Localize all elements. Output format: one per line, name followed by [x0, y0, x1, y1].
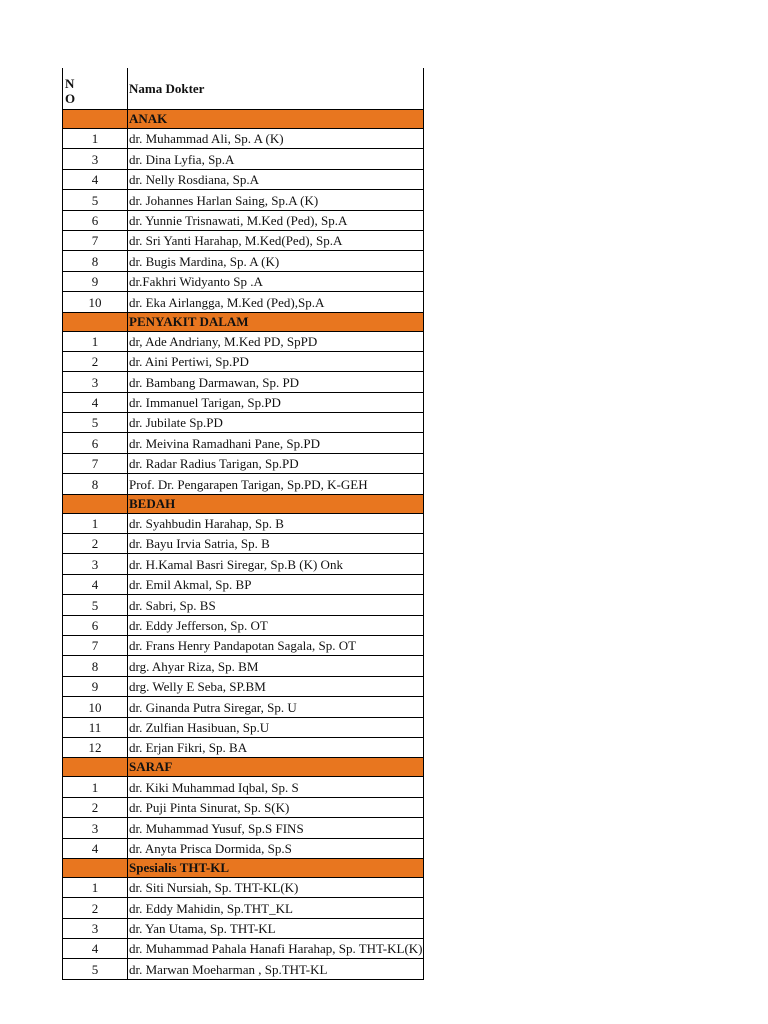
section-header-row — [63, 494, 424, 513]
table-row — [63, 149, 424, 169]
doctor-name: dr. Bambang Darmawan, Sp. PD — [129, 374, 300, 390]
row-number: 8 — [63, 656, 128, 676]
doctor-name: dr. Yunnie Trisnawati, M.Ked (Ped), Sp.A — [129, 212, 348, 228]
row-number: 4 — [63, 574, 128, 594]
doctor-name-cell — [128, 251, 424, 271]
doctor-name: dr. Frans Henry Pandapotan Sagala, Sp. OT — [129, 638, 357, 654]
doctor-name-cell — [128, 615, 424, 635]
section-header-spacer — [63, 858, 128, 877]
row-number: 4 — [63, 169, 128, 189]
table-row — [63, 251, 424, 271]
section-header-row — [63, 110, 424, 129]
table-row — [63, 717, 424, 737]
doctor-name-cell — [128, 939, 424, 959]
doctor-name-cell — [128, 271, 424, 291]
row-number: 3 — [63, 554, 128, 574]
doctor-name-cell — [128, 169, 424, 189]
table-row — [63, 292, 424, 312]
table-row — [63, 939, 424, 959]
row-number: 3 — [63, 149, 128, 169]
row-number: 2 — [63, 351, 128, 371]
table-row — [63, 697, 424, 717]
doctor-name-cell — [128, 676, 424, 696]
doctor-name: dr.Fakhri Widyanto Sp .A — [129, 274, 263, 290]
doctor-table-sheet — [62, 68, 424, 980]
doctor-name: dr. Immanuel Tarigan, Sp.PD — [129, 395, 281, 411]
doctor-name-cell — [128, 513, 424, 533]
table-row — [63, 615, 424, 635]
doctor-name: dr. H.Kamal Basri Siregar, Sp.B (K) Onk — [129, 556, 343, 572]
doctor-name-cell — [128, 331, 424, 351]
row-number: 10 — [63, 292, 128, 312]
doctor-name: dr, Ade Andriany, M.Ked PD, SpPD — [129, 333, 318, 349]
doctor-name: dr. Sri Yanti Harahap, M.Ked(Ped), Sp.A — [129, 233, 343, 249]
table-row — [63, 818, 424, 838]
table-header-row — [63, 68, 424, 110]
row-number: 1 — [63, 513, 128, 533]
table-row — [63, 838, 424, 858]
doctor-table-body — [63, 68, 424, 979]
doctor-name: dr. Emil Akmal, Sp. BP — [129, 577, 252, 593]
table-row — [63, 129, 424, 149]
table-row — [63, 433, 424, 453]
doctor-name-cell — [128, 635, 424, 655]
doctor-name-cell — [128, 554, 424, 574]
doctor-name-cell — [128, 777, 424, 797]
row-number: 5 — [63, 413, 128, 433]
doctor-name: dr. Eddy Jefferson, Sp. OT — [129, 617, 268, 633]
doctor-name: dr. Aini Pertiwi, Sp.PD — [129, 354, 249, 370]
doctor-name-cell — [128, 149, 424, 169]
doctor-name-cell — [128, 717, 424, 737]
row-number: 1 — [63, 777, 128, 797]
doctor-name: dr. Syahbudin Harahap, Sp. B — [129, 516, 284, 532]
doctor-name-cell — [128, 877, 424, 897]
row-number: 4 — [63, 392, 128, 412]
section-header-spacer — [63, 494, 128, 513]
doctor-name-cell — [128, 453, 424, 473]
doctor-name-cell — [128, 392, 424, 412]
row-number: 2 — [63, 797, 128, 817]
doctor-name: dr. Muhammad Pahala Hanafi Harahap, Sp. THT-KL(K) — [129, 941, 423, 957]
section-header-row — [63, 758, 424, 777]
table-row — [63, 918, 424, 938]
table-row — [63, 372, 424, 392]
doctor-name-cell — [128, 918, 424, 938]
table-row — [63, 210, 424, 230]
row-number: 3 — [63, 818, 128, 838]
doctor-name: dr. Eddy Mahidin, Sp.THT_KL — [129, 900, 293, 916]
table-row — [63, 351, 424, 371]
doctor-name: dr. Radar Radius Tarigan, Sp.PD — [129, 456, 299, 472]
doctor-name-cell — [128, 292, 424, 312]
doctor-name-cell — [128, 697, 424, 717]
row-number: 7 — [63, 635, 128, 655]
row-number: 9 — [63, 271, 128, 291]
doctor-name-cell — [128, 433, 424, 453]
row-number: 9 — [63, 676, 128, 696]
table-row — [63, 777, 424, 797]
row-number: 3 — [63, 372, 128, 392]
section-title: ANAK — [128, 110, 424, 129]
row-number: 12 — [63, 737, 128, 757]
table-row — [63, 190, 424, 210]
row-number: 5 — [63, 595, 128, 615]
table-row — [63, 676, 424, 696]
table-row — [63, 595, 424, 615]
doctor-name-cell — [128, 351, 424, 371]
table-row — [63, 877, 424, 897]
row-number: 1 — [63, 877, 128, 897]
doctor-name: dr. Nelly Rosdiana, Sp.A — [129, 172, 259, 188]
doctor-name-cell — [128, 595, 424, 615]
table-row — [63, 413, 424, 433]
doctor-name-cell — [128, 656, 424, 676]
table-row — [63, 392, 424, 412]
doctor-name: dr. Zulfian Hasibuan, Sp.U — [129, 719, 270, 735]
doctor-name-cell — [128, 898, 424, 918]
doctor-name-cell — [128, 190, 424, 210]
doctor-name: dr. Muhammad Yusuf, Sp.S FINS — [129, 820, 304, 836]
table-row — [63, 474, 424, 494]
row-number: 4 — [63, 838, 128, 858]
table-row — [63, 534, 424, 554]
table-row — [63, 169, 424, 189]
table-row — [63, 959, 424, 979]
doctor-name: dr. Puji Pinta Sinurat, Sp. S(K) — [129, 800, 290, 816]
row-number: 5 — [63, 190, 128, 210]
row-number: 10 — [63, 697, 128, 717]
row-number: 8 — [63, 251, 128, 271]
doctor-table — [62, 68, 424, 980]
doctor-name: dr. Yan Utama, Sp. THT-KL — [129, 921, 276, 937]
table-row — [63, 797, 424, 817]
doctor-name: drg. Ahyar Riza, Sp. BM — [129, 658, 259, 674]
table-row — [63, 513, 424, 533]
row-number: 8 — [63, 474, 128, 494]
doctor-name-cell — [128, 372, 424, 392]
doctor-name: dr. Johannes Harlan Saing, Sp.A (K) — [129, 192, 319, 208]
doctor-name-cell — [128, 210, 424, 230]
doctor-name: dr. Muhammad Ali, Sp. A (K) — [129, 131, 284, 147]
table-row — [63, 656, 424, 676]
section-header-row — [63, 858, 424, 877]
doctor-name: drg. Welly E Seba, SP.BM — [129, 679, 266, 695]
row-number: 6 — [63, 433, 128, 453]
doctor-name: dr. Bugis Mardina, Sp. A (K) — [129, 253, 280, 269]
row-number: 2 — [63, 534, 128, 554]
section-header-row — [63, 312, 424, 331]
section-header-spacer — [63, 312, 128, 331]
table-row — [63, 331, 424, 351]
doctor-name: dr. Bayu Irvia Satria, Sp. B — [129, 536, 270, 552]
doctor-name: dr. Sabri, Sp. BS — [129, 597, 216, 613]
section-title: PENYAKIT DALAM — [128, 312, 424, 331]
column-header-no — [63, 68, 128, 110]
section-title: SARAF — [128, 758, 424, 777]
row-number: 1 — [63, 129, 128, 149]
row-number: 5 — [63, 959, 128, 979]
doctor-name-cell — [128, 797, 424, 817]
column-header-no-line1: N — [65, 76, 75, 91]
table-row — [63, 898, 424, 918]
table-row — [63, 453, 424, 473]
doctor-name: Prof. Dr. Pengarapen Tarigan, Sp.PD, K-GEH — [129, 476, 368, 492]
doctor-name-cell — [128, 737, 424, 757]
doctor-name-cell — [128, 413, 424, 433]
doctor-name-cell — [128, 959, 424, 979]
table-row — [63, 230, 424, 250]
column-header-name: Nama Dokter — [128, 68, 424, 110]
doctor-name-cell — [128, 474, 424, 494]
row-number: 6 — [63, 615, 128, 635]
doctor-name: dr. Siti Nursiah, Sp. THT-KL(K) — [129, 880, 299, 896]
row-number: 7 — [63, 453, 128, 473]
doctor-name-cell — [128, 230, 424, 250]
column-header-no-line2: O — [65, 91, 76, 106]
row-number: 11 — [63, 717, 128, 737]
doctor-name: dr. Eka Airlangga, M.Ked (Ped),Sp.A — [129, 294, 325, 310]
section-title: BEDAH — [128, 494, 424, 513]
doctor-name: dr. Marwan Moeharman , Sp.THT-KL — [129, 961, 328, 977]
doctor-name: dr. Dina Lyfia, Sp.A — [129, 151, 235, 167]
doctor-name: dr. Erjan Fikri, Sp. BA — [129, 740, 248, 756]
section-title: Spesialis THT-KL — [128, 858, 424, 877]
row-number: 4 — [63, 939, 128, 959]
doctor-name-cell — [128, 574, 424, 594]
table-row — [63, 635, 424, 655]
section-header-spacer — [63, 758, 128, 777]
table-row — [63, 271, 424, 291]
table-row — [63, 554, 424, 574]
doctor-name-cell — [128, 838, 424, 858]
doctor-name: dr. Ginanda Putra Siregar, Sp. U — [129, 699, 297, 715]
row-number: 7 — [63, 230, 128, 250]
doctor-name: dr. Meivina Ramadhani Pane, Sp.PD — [129, 435, 321, 451]
row-number: 1 — [63, 331, 128, 351]
table-row — [63, 574, 424, 594]
row-number: 2 — [63, 898, 128, 918]
doctor-name-cell — [128, 129, 424, 149]
doctor-name: dr. Kiki Muhammad Iqbal, Sp. S — [129, 779, 299, 795]
doctor-name-cell — [128, 818, 424, 838]
table-row — [63, 737, 424, 757]
row-number: 3 — [63, 918, 128, 938]
doctor-name: dr. Jubilate Sp.PD — [129, 415, 223, 431]
section-header-spacer — [63, 110, 128, 129]
doctor-name: dr. Anyta Prisca Dormida, Sp.S — [129, 840, 292, 856]
row-number: 6 — [63, 210, 128, 230]
doctor-name-cell — [128, 534, 424, 554]
